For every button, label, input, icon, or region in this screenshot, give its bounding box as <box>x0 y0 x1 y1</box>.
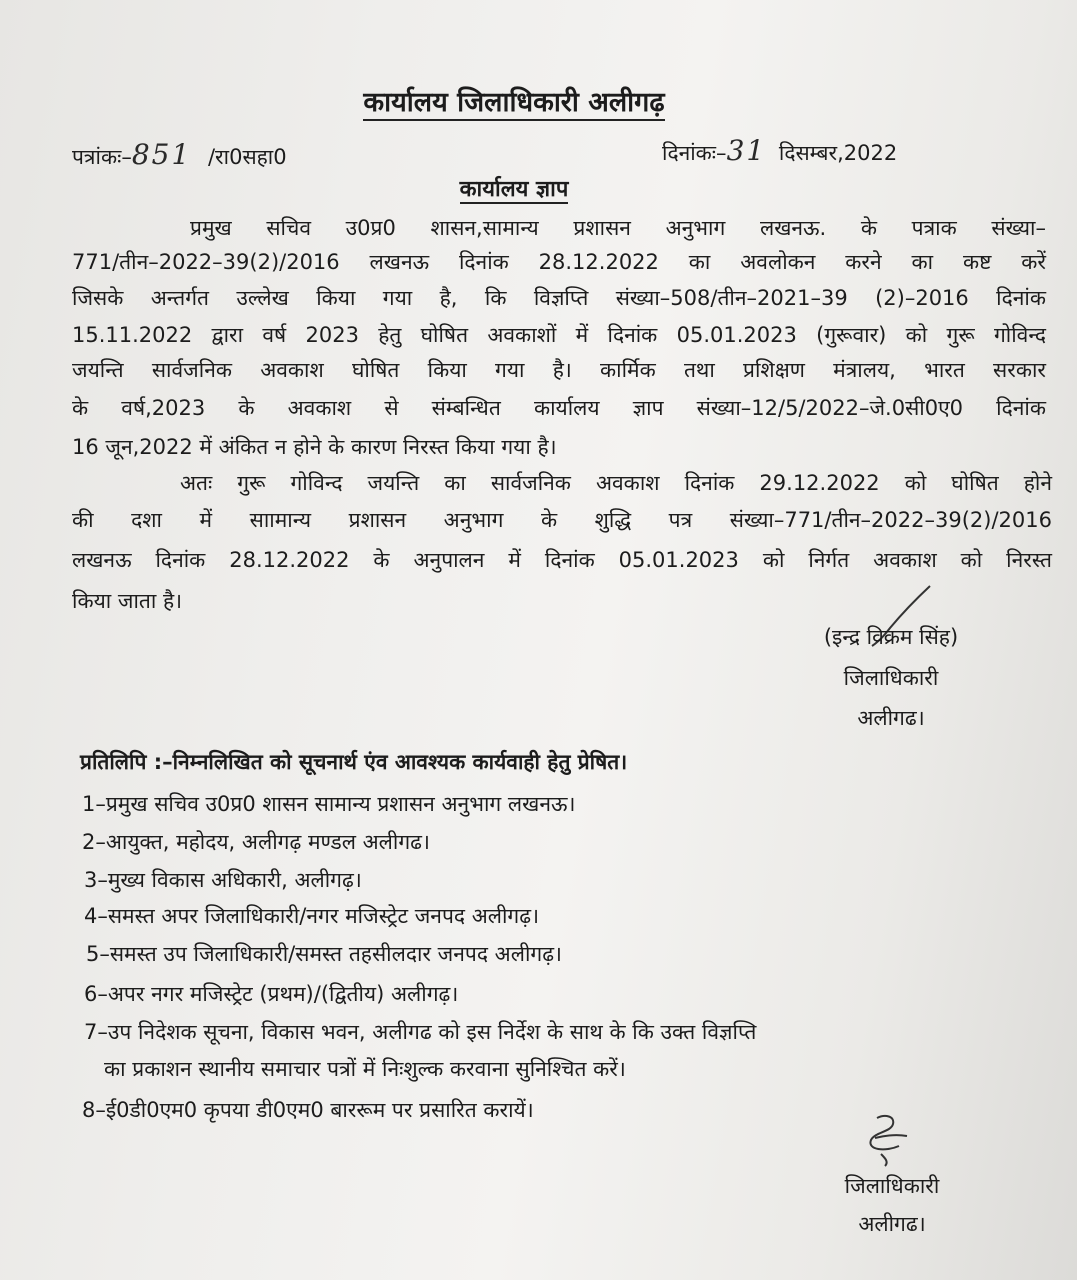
signatory-designation: जिलाधिकारी <box>843 666 939 690</box>
paragraph-2-line-4: किया जाता है। <box>72 589 183 613</box>
paragraph-1-line-5: जयन्ति सार्वजनिक अवकाश घोषित किया गया है। कार्मिक तथा प्रशिक्षण मंत्रालय, भारत सरकार <box>72 358 1046 382</box>
paragraph-1-line-4: 15.11.2022 द्वारा वर्ष 2023 हेतु घोषित अवकाशों में दिनांक 05.01.2023 (गुरूवार) को गुरू गोविन्द <box>72 323 1046 347</box>
footer-designation: जिलाधिकारी <box>844 1174 940 1198</box>
paragraph-2-line-1: अतः गुरू गोविन्द जयन्ति का सार्वजनिक अवकाश दिनांक 29.12.2022 को घोषित होने <box>180 471 1052 495</box>
copy-item-1: 1–प्रमुख सचिव उ0प्र0 शासन सामान्य प्रशासन अनुभाग लखनऊ। <box>82 792 576 816</box>
initials-signature-icon <box>855 1110 925 1170</box>
copy-item-4: 4–समस्त अपर जिलाधिकारी/नगर मजिस्ट्रेट जनपद अलीगढ़। <box>84 904 540 928</box>
paragraph-2-line-2: की दशा में साामान्य प्रशासन अनुभाग के शुद्धि पत्र संख्या–771/तीन–2022–39(2)/2016 <box>72 508 1052 532</box>
paragraph-1-line-1: प्रमुख सचिव उ0प्र0 शासन,सामान्य प्रशासन अनुभाग लखनऊ. के पत्राक संख्या– <box>190 216 1046 240</box>
office-title: कार्यालय जिलाधिकारी अलीगढ़ <box>0 82 1028 119</box>
memo-date: दिनांकः–31 दिसम्बर,2022 <box>662 134 898 167</box>
copy-item-8: 8–ई0डी0एम0 कृपया डी0एम0 बाररूम पर प्रसारित करायें। <box>82 1098 534 1122</box>
paragraph-1-line-6: के वर्ष,2023 के अवकाश से संम्बन्धित कार्यालय ज्ञाप संख्या–12/5/2022–जे.0सी0ए0 दिनांक <box>72 396 1046 420</box>
signatory-place: अलीगढ। <box>857 706 925 730</box>
copy-item-2: 2–आयुक्त, महोदय, अलीगढ़ मण्डल अलीगढ। <box>82 830 430 854</box>
handwritten-ref-number: 851 <box>131 138 192 171</box>
paragraph-2-line-3: लखनऊ दिनांक 28.12.2022 के अनुपालन में दिनांक 05.01.2023 को निर्गत अवकाश को निरस्त <box>72 548 1052 572</box>
copy-item-3: 3–मुख्य विकास अधिकारी, अलीगढ़। <box>84 868 362 892</box>
copy-item-5: 5–समस्त उप जिलाधिकारी/समस्त तहसीलदार जनपद अलीगढ़। <box>86 942 562 966</box>
copy-to-heading: प्रतिलिपि :–निम्नलिखित को सूचनार्थ एंव आवश्यक कार्यवाही हेतु प्रेषित। <box>80 750 628 774</box>
signatory-name: (इन्द्र विक्रम सिंह) <box>823 625 959 649</box>
copy-item-6: 6–अपर नगर मजिस्ट्रेट (प्रथम)/(द्वितीय) अलीगढ़। <box>84 982 459 1006</box>
handwritten-date-day: 31 <box>726 134 767 167</box>
reference-number: पत्रांकः–851 /रा0सहा0 <box>72 138 287 171</box>
paragraph-1-line-7: 16 जून,2022 में अंकित न होने के कारण निरस्त किया गया है। <box>72 435 557 459</box>
copy-item-7: 7–उप निदेशक सूचना, विकास भवन, अलीगढ को इस निर्देश के साथ के कि उक्त विज्ञप्ति <box>84 1020 757 1044</box>
paragraph-1-line-3: जिसके अन्तर्गत उल्लेख किया गया है, कि विज्ञप्ति संख्या–508/तीन–2021–39 (2)–2016 दिनांक <box>72 286 1046 310</box>
footer-place: अलीगढ। <box>858 1212 926 1236</box>
copy-item-7-continued: का प्रकाशन स्थानीय समाचार पत्रों में निःशुल्क करवाना सुनिश्चित करें। <box>104 1057 626 1081</box>
paragraph-1-line-2: 771/तीन–2022–39(2)/2016 लखनऊ दिनांक 28.12.2022 का अवलोकन करने का कष्ट करें <box>72 250 1046 274</box>
memo-subject: कार्यालय ज्ञाप <box>459 177 569 202</box>
